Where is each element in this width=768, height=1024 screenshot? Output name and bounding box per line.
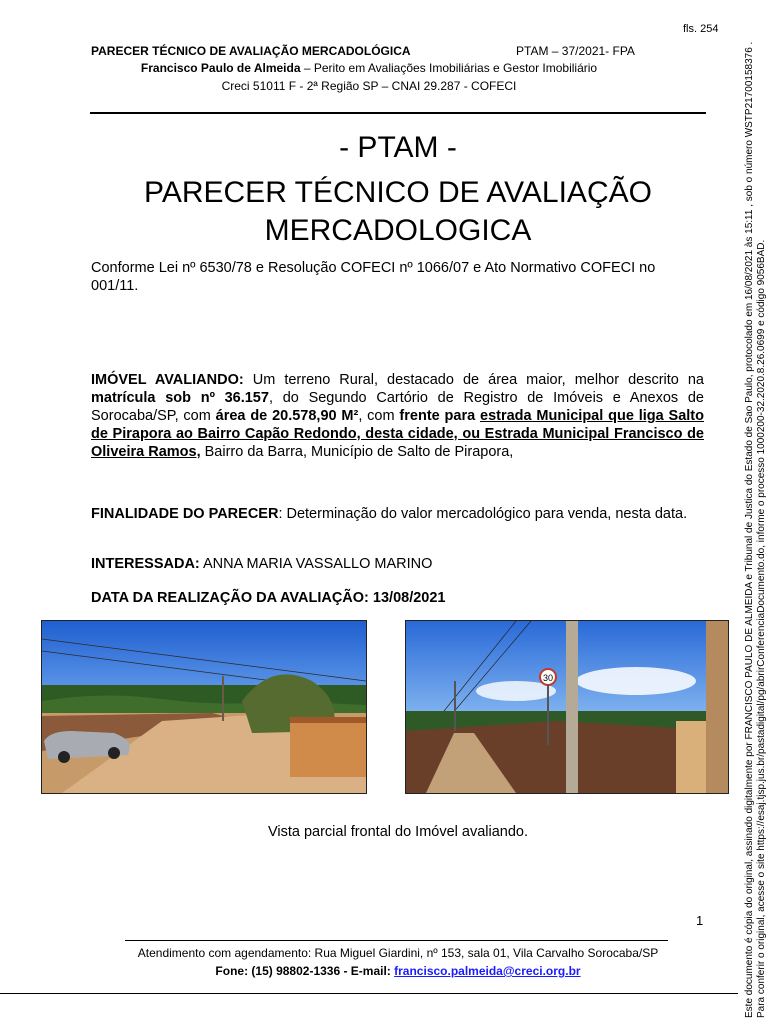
property-area: área de 20.578,90 M² [215,408,359,424]
property-road: estrada Municipal que liga Salto de Pirapora ao Bairro Capão Redondo, desta cidade, ou Estrada Municipal Francisco de Oliveira Ramos, [91,408,704,460]
footer-phone: Fone: (15) 98802-1336 - E-mail: [215,964,395,978]
purpose-text: : Determinação do valor mercadológico para venda, nesta data. [278,506,688,522]
photo-caption: Vista parcial frontal do Imóvel avaliando. [267,824,529,840]
property-matricula: matrícula sob nº 36.157 [91,390,269,406]
photo-left-image [42,621,366,793]
header-author-line [0,61,738,75]
document-title [90,174,706,250]
interested-name: ANNA MARIA VASSALLO MARINO [199,556,433,572]
header-creci-line: Creci 51011 F - 2ª Região SP – CNAI 29.287 - COFECI [221,79,517,93]
document-title-ptam: - PTAM - [339,131,457,164]
document-title-line2: MERCADOLOGICA [264,214,532,247]
footer-address: Atendimento com agendamento: Rua Miguel Giardini, nº 153, sala 01, Vila Carvalho Sorocaba/SP [137,946,659,960]
footer-divider [125,940,668,941]
digital-signature-note [744,18,768,1018]
header-title: PARECER TÉCNICO DE AVALIAÇÃO MERCADOLÓGICA [91,44,411,58]
property-frente: frente para [399,408,480,424]
footer-contact [0,964,768,978]
property-text-1: Um terreno Rural, destacado de área maior, melhor descrito na [243,372,705,388]
header-author-role: – Perito em Avaliações Imobiliárias e Gestor Imobiliário [300,61,598,75]
page-bottom-rule [0,993,738,994]
footer-email-link[interactable]: francisco.palmeida@creci.org.br [394,964,581,978]
property-photo-left [41,620,367,794]
page-number: 1 [696,913,704,928]
property-text-2: , do Segundo Cartório de Registro de Imóveis e Anexos de Sorocaba/SP, com [91,390,704,424]
header-ptam-code: PTAM – 37/2021- FPA [516,44,635,58]
legal-basis-paragraph: Conforme Lei nº 6530/78 e Resolução COFECI nº 1066/07 e Ato Normativo COFECI no 001/11. [91,260,656,294]
purpose-paragraph [91,505,704,523]
document-title-line1: PARECER TÉCNICO DE AVALIAÇÃO [144,176,652,209]
property-description-paragraph [91,371,704,461]
signature-note-line1: Este documento é cópia do original, assinado digitalmente por FRANCISCO PAULO DE ALMEIDA e Tribunal de Justica do Estado de Sao Paulo, protocolado em 16/08/2021 às 15:11 , sob o número WSTP21700158376 . [744,41,755,1018]
signature-note-line2: Para conferir o original, acesse o site https://esaj.tjsp.jus.br/pastadigital/pg/abrirConferenciaDocumento.do, informe o processo 1000200-32.2020.8.26.0699 e código 9056BAD. [756,239,767,1018]
speed-sign-text: 30 [542,673,554,683]
property-photo-right [405,620,729,794]
purpose-label: FINALIDADE DO PARECER [91,506,279,522]
folio-number: fls. 254 [683,23,719,35]
header-divider [90,112,706,114]
interested-party-paragraph [91,555,704,573]
interested-label: INTERESSADA: [91,556,200,572]
header-author-name: Francisco Paulo de Almeida [140,61,301,75]
property-text-4: Bairro da Barra, Município de Salto de Pirapora, [200,444,514,460]
photo-right-image [406,621,728,793]
property-text-3: , com [358,408,400,424]
evaluation-date: DATA DA REALIZAÇÃO DA AVALIAÇÃO: 13/08/2021 [91,590,446,606]
property-label: IMÓVEL AVALIANDO: [91,372,244,388]
